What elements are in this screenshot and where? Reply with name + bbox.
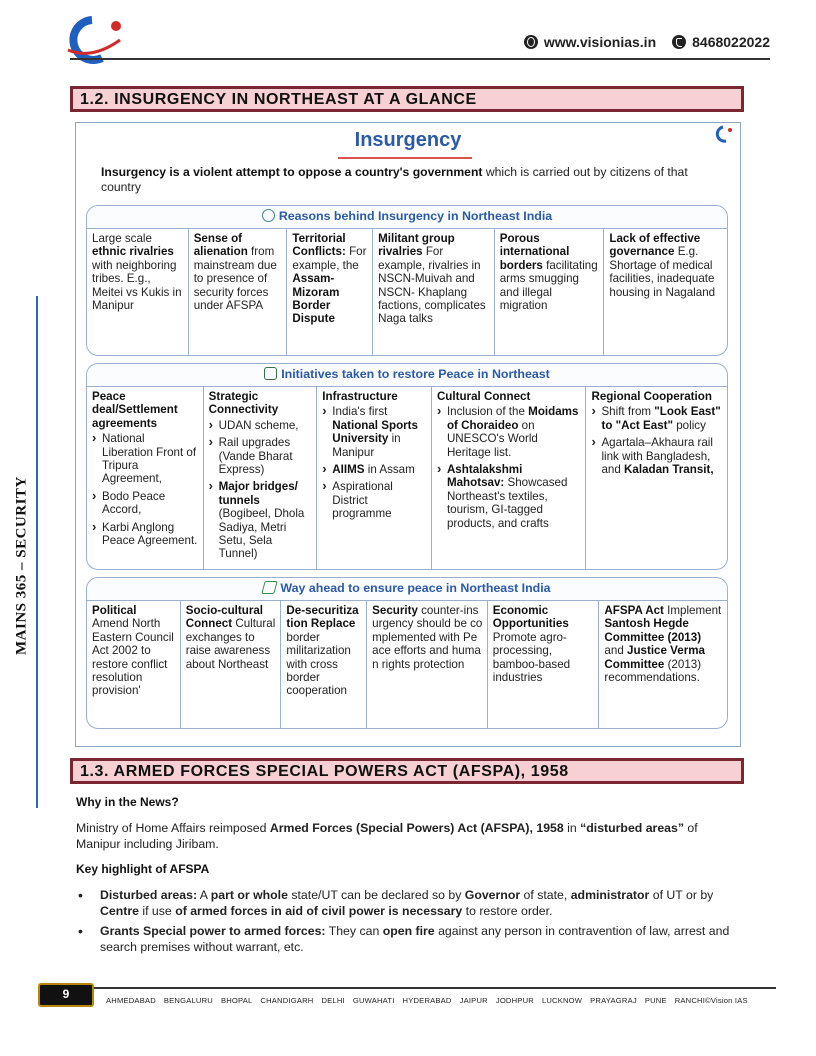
way-desecuritization: De-securitization Replace border militarization with cross border cooperation [280,600,366,728]
reason-territorial: Territorial Conflicts: For example, the Assam-Mizoram Border Dispute [286,228,372,355]
way-security: Security counter-insurgency should be complemented with Peace efforts and human rights protection [366,600,487,728]
reason-ethnic: Large scale ethnic rivalries with neighboring tribes. E.g., Meitei vs Kukis in Manipur [92,232,182,313]
header-contact [524,34,770,50]
initiatives-heading: Initiatives taken to restore Peace in Northeast [87,364,727,387]
people-icon [264,367,277,380]
side-section-label: MAINS 365 – SECURITY [13,476,30,655]
footer-cities: AHMEDABAD BENGALURU BHOPAL CHANDIGARH DELHI GUWAHATI HYDERABAD JAIPUR JODHPUR LUCKNOW PRAYAGRAJ PUNE RANCHI©Vision IAS [106,996,748,1005]
header-divider [70,58,770,60]
title-underline [338,157,472,159]
way-ahead-heading: Way ahead to ensure peace in Northeast India [87,578,727,601]
side-divider [36,296,38,808]
reasons-panel [86,205,728,356]
reason-alienation: Sense of alienation from mainstream due to presence of security forces under AFSPA [188,228,287,355]
footer-divider [94,987,776,989]
insurgency-definition: Insurgency is a violent attempt to oppose a country's government which is carried out by citizens of that country [101,165,688,194]
afspa-highlights-list [76,887,742,959]
news-paragraph: Ministry of Home Affairs reimposed Armed Forces (Special Powers) Act (AFSPA), 1958 in “disturbed areas” of Manipur including Jiribam. [76,821,698,851]
reason-militant: Militant group rivalries For example, rivalries in NSCN-Muivah and NSCN- Khaplang factions, complicates Naga talks [372,228,494,355]
reason-governance: Lack of effective governance E.g. Shortage of medical facilities, inadequate housing in Nagaland [603,228,727,355]
vision-ias-logo [62,14,126,64]
list-item: • Grants Special power to armed forces: They can open fire against any person in contravention of law, arrest and search premises without warrant, etc. [76,923,742,955]
phone-number: 8468022022 [692,34,770,50]
target-icon [262,209,275,222]
reasons-heading: Reasons behind Insurgency in Northeast India [87,206,727,229]
way-economic: Economic Opportunities Promote agro-processing, bamboo-based industries [487,600,599,728]
phone-icon [672,35,686,49]
key-highlight-heading: Key highlight of AFSPA [76,862,210,876]
initiative-regional: Regional Cooperation › Shift from "Look East" to "Act East" policy › Agartala–Akhaura rail link with Bangladesh, and Kaladan Transit, [585,386,727,569]
way-political: Political Amend North Eastern Council Act 2002 to restore conflict resolution provision' [92,604,174,698]
initiative-peace-deals: Peace deal/Settlement agreements › National Liberation Front of Tripura Agreement, › Bodo Peace Accord, › Karbi Anglong Peace Agreement. [87,386,203,569]
why-in-news-heading: Why in the News? [76,795,179,809]
reason-borders: Porous international borders facilitating arms smugging and illegal migration [494,228,604,355]
climber-icon [262,581,278,594]
initiative-connectivity: Strategic Connectivity › UDAN scheme, › Rail upgrades (Vande Bharat Express) › Major bridges/ tunnels (Bogibeel, Dhola Sadiya, Metri Setu, Sela Tunnel) [203,386,317,569]
page-number: 9 [38,983,94,1007]
globe-icon [524,35,538,49]
way-ahead-panel [86,577,728,729]
way-socio-cultural: Socio-cultural Connect Cultural exchanges to raise awareness about Northeast [180,600,281,728]
section-title-1-2: 1.2. INSURGENCY IN NORTHEAST AT A GLANCE [70,86,744,112]
insurgency-infographic [75,122,741,747]
section-title-1-3: 1.3. ARMED FORCES SPECIAL POWERS ACT (AFSPA), 1958 [70,758,744,784]
way-afspa: AFSPA Act Implement Santosh Hegde Committee (2013) and Justice Verma Committee (2013) recommendations. [598,600,727,728]
initiative-infrastructure: Infrastructure › India's first National Sports University in Manipur › AIIMS in Assam › Aspirational District programme [316,386,431,569]
infographic-title: Insurgency [354,129,462,151]
website-link[interactable]: www.visionias.in [543,34,657,50]
initiative-cultural: Cultural Connect › Inclusion of the Moidams of Choraideo on UNESCO's World Heritage list. › Ashtalakshmi Mahotsav: Showcased Northeast's textiles, tourism, GI-tagged products, and crafts [431,386,586,569]
initiatives-panel [86,363,728,570]
list-item: • Disturbed areas: A part or whole state/UT can be declared so by Governor of state, administrator of UT or by Centre if use of armed forces in aid of civil power is necessary to restore order. [76,887,742,919]
